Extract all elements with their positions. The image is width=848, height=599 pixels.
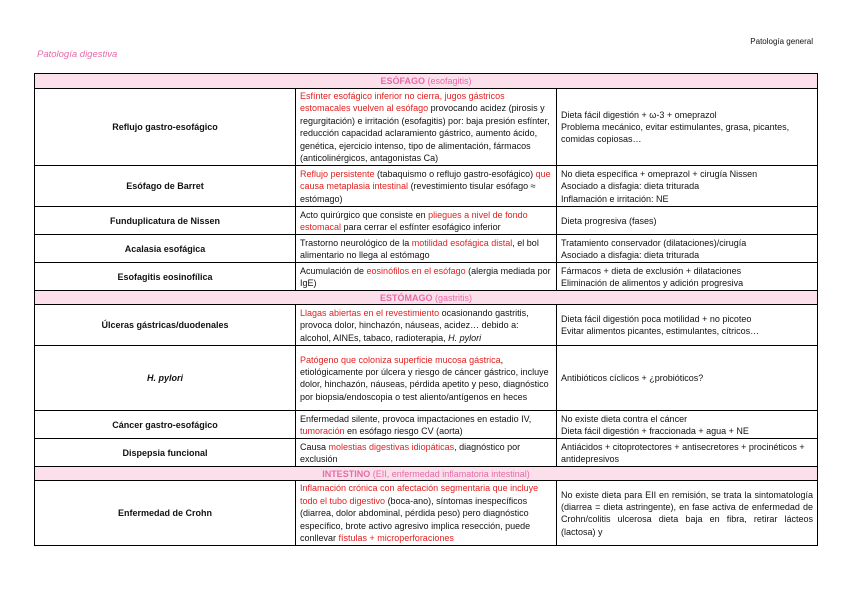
condition-name: Esófago de Barret [35,166,296,207]
table-row [35,263,818,291]
treatment-line: Dieta progresiva (fases) [561,215,657,226]
highlight-text: Esfínter esofágico inferior no cierra, jugos gástricos estomacales vuelven al esófago [300,91,505,114]
description-text: , etiológicamente por úlcera y riesgo de cáncer gástrico, incluye dolor, hinchazón, náuseas, pérdida apetito y peso, diagnóstico por biopsia/endoscopia o test aliento/antígenos en heces [300,354,549,402]
section-title: INTESTINO [322,468,371,479]
table-row [35,305,818,346]
condition-treatment [557,439,818,467]
treatment-line: Problema mecánico, evitar estimulantes, grasa, picantes, comidas copiosas… [561,122,790,145]
highlight-text: eosinófilos en el esófago [366,265,466,276]
treatment-line: Tratamiento conservador (dilataciones)/cirugía [561,237,747,248]
document-header: Patología general [750,37,813,46]
condition-name: Esofagitis eosinofílica [35,263,296,291]
condition-description [296,346,557,411]
highlight-text: Patógeno que coloniza superficie mucosa gástrica [300,354,501,365]
highlight-text: tumoración [300,425,345,436]
description-text: provocando acidez (pirosis y regurgitación) e irritación (esofagitis) por: baja presión esfínter, reducción capacidad aclaramiento gástrico, aumento ácido, genética, ejercicio intenso, tipo de alimentación, fármacos (anticolinérgicos, antagonistas Ca) [300,103,550,164]
section-subtitle: (esofagitis) [427,76,472,86]
table-row [35,346,818,411]
description-text: Causa [300,441,329,452]
highlight-text: Reflujo persistente [300,168,375,179]
condition-description [296,411,557,439]
description-text: (tabaquismo o reflujo gastro-esofágico) [374,168,536,179]
description-text: H. pylori [448,332,482,343]
table-row [35,207,818,235]
description-text: (boca-ano), síntomas inespecíficos (diarrea, dolor abdominal, pérdida peso) pero diagnóstico específico, brote activo agresivo implica resección, puede conllevar [300,495,531,544]
table-row [35,411,818,439]
description-text: en esófago riesgo CV (aorta) [344,425,463,436]
description-text: (alergia mediada por IgE) [300,265,551,288]
condition-treatment [557,411,818,439]
description-text: Acto quirúrgico que consiste en [300,209,429,220]
condition-treatment [557,481,818,546]
condition-description [296,481,557,546]
table-row [35,89,818,166]
highlight-text: molestias digestivas idiopáticas [328,441,455,452]
condition-treatment [557,89,818,166]
highlight-text: Inflamación crónica con afectación segmentaria que incluye todo el tubo digestivo [300,483,539,506]
section-header-intestino [35,467,818,481]
condition-name: Reflujo gastro-esofágico [35,89,296,166]
section-title: ESÓFAGO [380,76,425,86]
highlight-text: fístulas + microperforaciones [338,533,454,544]
section-header-esofago [35,74,818,89]
description-text: Trastorno neurológico de la [300,237,412,248]
description-text: para cerrar el esfínter esofágico inferior [341,221,501,232]
condition-name: Acalasia esofágica [35,235,296,263]
section-title: ESTÓMAGO [379,292,433,303]
table-row [35,439,818,467]
description-text: , el bol alimentario no llega al estómago [300,237,539,260]
condition-name: Dispepsia funcional [35,439,296,467]
condition-name: Úlceras gástricas/duodenales [35,305,296,346]
description-text: , diagnóstico por exclusión [300,441,521,464]
treatment-line: Dieta fácil digestión poca motilidad + no picoteo [561,314,752,325]
condition-treatment [557,305,818,346]
treatment-line: Dieta fácil digestión + ω-3 + omeprazol [561,109,717,120]
treatment-line: Evitar alimentos picantes, estimulantes, cítricos… [561,326,760,337]
condition-description [296,305,557,346]
condition-description [296,89,557,166]
condition-name: Enfermedad de Crohn [35,481,296,546]
treatment-line: Asociado a disfagia: dieta triturada [561,181,700,192]
treatment-line: Antiácidos + citoprotectores + antisecretores + procinéticos + antidepresivos [561,441,805,464]
condition-description [296,263,557,291]
treatment-line: Inflamación e irritación: NE [561,193,669,204]
section-subtitle: (EII, enfermedad inflamatoria intestinal) [372,468,530,479]
condition-description [296,166,557,207]
condition-description [296,235,557,263]
table-row [35,235,818,263]
section-subtitle: (gastritis) [435,292,473,303]
table-row [35,481,818,546]
condition-description [296,207,557,235]
condition-treatment [557,346,818,411]
treatment-line: Eliminación de alimentos y adición progresiva [561,277,744,288]
treatment-line: Fármacos + dieta de exclusión + dilataciones [561,265,742,276]
condition-name: H. pylori [35,346,296,411]
treatment-line: Dieta fácil digestión + fraccionada + agua + NE [561,425,749,436]
condition-treatment [557,166,818,207]
highlight-text: Llagas abiertas en el revestimiento [300,307,440,318]
condition-treatment [557,235,818,263]
treatment-line: No existe dieta contra el cáncer [561,413,688,424]
description-text: ocasionando gastritis, provoca dolor, hinchazón, náuseas, acidez… debido a: alcohol, AINEs, tabaco, radioterapia, [300,307,529,343]
document-subtitle: Patología digestiva [37,49,118,60]
description-text: Acumulación de [300,265,367,276]
description-text: Enfermedad silente, provoca impactaciones en estadio IV, [300,413,532,424]
condition-name: Funduplicatura de Nissen [35,207,296,235]
highlight-text: que causa metaplasia intestinal [300,168,551,192]
treatment-line: No existe dieta para EII en remisión, se trata la sintomatología (diarrea = dieta astringente), en fase activa de enfermedad de Crohn/colitis ulcerosa dieta baja en fibra, retirar lácteos (lactosa) y [561,489,813,537]
description-text: (revestimiento tisular esófago ≈ estómago) [300,181,536,204]
condition-name: Cáncer gastro-esofágico [35,411,296,439]
treatment-line: No dieta específica + omeprazol + cirugía Nissen [561,168,758,179]
condition-treatment [557,207,818,235]
condition-treatment [557,263,818,291]
pathology-table [34,73,818,546]
highlight-text: motilidad esofágica distal [411,237,513,248]
treatment-line: Antibióticos cíclicos + ¿probióticos? [561,373,704,384]
table-row [35,166,818,207]
section-header-estomago [35,291,818,305]
highlight-text: pliegues a nivel de fondo estomacal [300,209,528,232]
condition-description [296,439,557,467]
treatment-line: Asociado a disfagia: dieta triturada [561,249,700,260]
